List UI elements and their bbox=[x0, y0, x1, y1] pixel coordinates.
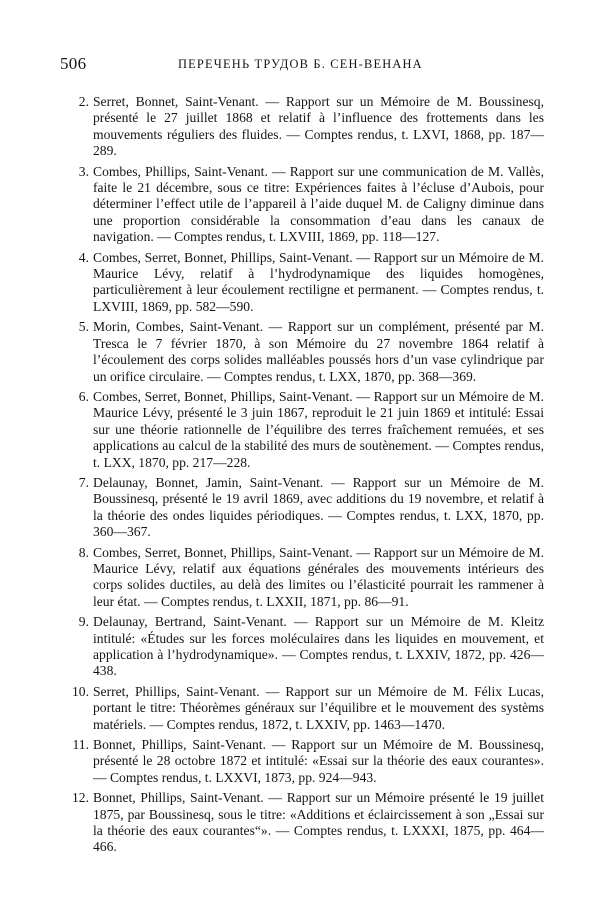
entry-text: Delaunay, Bertrand, Saint-Venant. — Rapport sur un Mémoire de M. Kleitz intitulé: «Études sur les forces moléculaires dans les liquides en mouvement, et application à l’hydrodynamique». — Comptes rendus, t. LXXIV, 1872, pp. 426—438. bbox=[93, 614, 544, 679]
entry-number: 12. bbox=[72, 790, 89, 806]
bibliography-entry bbox=[60, 790, 544, 856]
entry-text: Serret, Bonnet, Saint-Venant. — Rapport sur un Mémoire de M. Boussinesq, présenté le 27 juillet 1868 et relatif à l’influence des frottements dans les mouvements réguliers des fluides. — Comptes rendus, t. LXVI, 1868, pp. 187—289. bbox=[93, 94, 544, 159]
entry-text: Combes, Serret, Bonnet, Phillips, Saint-Venant. — Rapport sur un Mémoire de M. Maurice Lévy, relatif aux équations générales des mouvements intérieurs des corps solides ductiles, au delà des limites ou l’élasticité pourrait les rammener à leur état. — Comptes rendus, t. LXXII, 1871, pp. 86—91. bbox=[93, 544, 544, 609]
bibliography-entry bbox=[60, 614, 544, 680]
bibliography-entry bbox=[60, 475, 544, 541]
entry-text: Combes, Serret, Bonnet, Phillips, Saint-Venant. — Rapport sur un Mémoire de M. Maurice Lévy, relatif à l’hydrodynamique des liquides homogènes, particulièrement à leur écoulement rectiligne et permanent. — Comptes rendus, t. LXVIII, 1869, pp. 582—590. bbox=[93, 249, 544, 314]
bibliography-entry bbox=[60, 250, 544, 316]
entry-number: 3. bbox=[78, 163, 89, 179]
bibliography-entry bbox=[60, 737, 544, 786]
page-header bbox=[60, 54, 550, 76]
bibliography-entry bbox=[60, 319, 544, 385]
entry-number: 10. bbox=[72, 683, 89, 699]
entry-text: Combes, Phillips, Saint-Venant. — Rapport sur une communication de M. Vallès, faite le 21 décembre, sous ce titre: Expériences faites à l’écluse d’Aubois, pour déterminer l’effect utile de l’appareil à l’aide duquel M. de Caligny diminue dans une proportion considérable la consommation d’eau dans les canaux de navigation. — Comptes rendus, t. LXVIII, 1869, pp. 118—127. bbox=[93, 163, 544, 245]
bibliography-entry bbox=[60, 545, 544, 611]
entry-number: 9. bbox=[78, 614, 89, 630]
entry-number: 4. bbox=[78, 249, 89, 265]
bibliography-list bbox=[60, 94, 544, 860]
bibliography-entry bbox=[60, 164, 544, 246]
entry-number: 6. bbox=[78, 388, 89, 404]
entry-number: 7. bbox=[78, 474, 89, 490]
entry-text: Serret, Phillips, Saint-Venant. — Rapport sur un Mémoire de M. Félix Lucas, portant le titre: Théorèmes généraux sur l’équilibre et le mouvement des systèms matériels. — Comptes rendus, 1872, t. LXXIV, pp. 1463—1470. bbox=[93, 683, 544, 732]
entry-number: 11. bbox=[72, 737, 89, 753]
bibliography-entry bbox=[60, 94, 544, 160]
entry-number: 5. bbox=[78, 319, 89, 335]
entry-text: Combes, Serret, Bonnet, Phillips, Saint-Venant. — Rapport sur un Mémoire de M. Maurice Lévy, présenté le 3 juin 1867, reproduit le 21 juin 1869 et intitulé: Essai sur une théorie rationnelle de l’équilibre des terres fraîchement remuées, et ses applications au calcul de la stabilité des murs de soutènement. — Comptes rendus, t. LXX, 1870, pp. 217—228. bbox=[93, 388, 544, 470]
page-number: 506 bbox=[60, 54, 87, 73]
bibliography-entry bbox=[60, 389, 544, 471]
entry-text: Bonnet, Phillips, Saint-Venant. — Rapport sur un Mémoire de M. Boussinesq, présenté le 28 octobre 1872 et intitulé: «Essai sur la théorie des eaux courantes». — Comptes rendus, t. LXXVI, 1873, pp. 924—943. bbox=[93, 737, 544, 785]
entry-text: Bonnet, Phillips, Saint-Venant. — Rapport sur un Mémoire présenté le 19 juillet 1875, par Boussinesq, sous le titre: «Additions et éclaircissement à son „Essai sur la théorie des eaux courantes“». — Comptes rendus, t. LXXXI, 1875, pp. 464—466. bbox=[93, 790, 544, 855]
entry-number: 2. bbox=[78, 94, 89, 109]
entry-text: Delaunay, Bonnet, Jamin, Saint-Venant. — Rapport sur un Mémoire de M. Boussinesq, présenté le 19 avril 1869, avec additions du 19 novembre, et relatif à la théorie des ondes liquides périodiques. — Comptes rendus, t. LXX, 1870, pp. 360—367. bbox=[93, 474, 544, 540]
entry-number: 8. bbox=[78, 544, 89, 560]
running-title: ПЕРЕЧЕНЬ ТРУДОВ Б. СЕН-ВЕНАНА bbox=[178, 57, 423, 71]
bibliography-entry bbox=[60, 684, 544, 733]
entry-text: Morin, Combes, Saint-Venant. — Rapport sur un complément, présenté par M. Tresca le 7 février 1870, à son Mémoire du 27 novembre 1864 relatif à l’écoulement des corps solides malléables poussés hors d’un vase cylindrique par un orifice circulaire. — Comptes rendus, t. LXX, 1870, pp. 368—369. bbox=[93, 319, 544, 384]
